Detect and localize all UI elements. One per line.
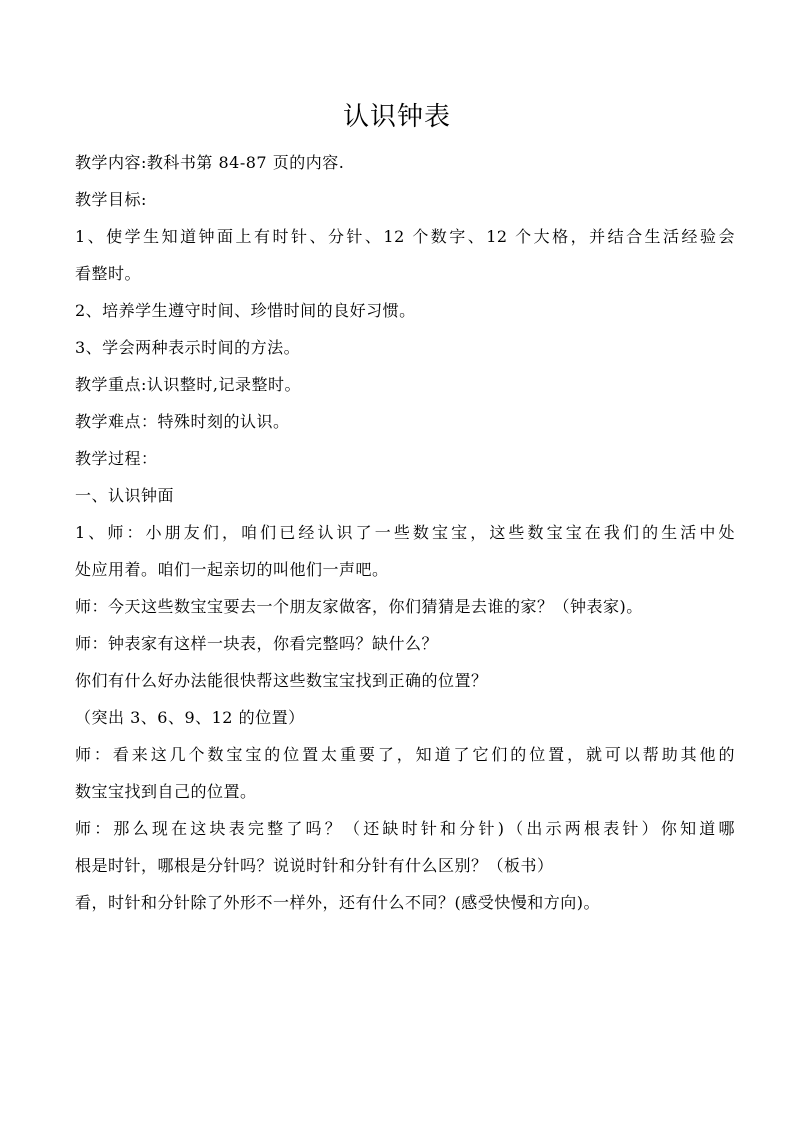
text-line-difficulty: 教学难点：特殊时刻的认识。 <box>75 412 290 431</box>
text-line-para-6b: 数宝宝找到自己的位置。 <box>75 782 257 801</box>
text-line-goal-1b: 看整时。 <box>75 264 142 283</box>
text-line-goals-heading: 教学目标: <box>75 190 147 209</box>
text-line-para-3: 师：钟表家有这样一块表，你看完整吗？缺什么？ <box>75 634 439 653</box>
text-line-goal-1a: 1、使学生知道钟面上有时针、分针、12 个数字、12 个大格，并结合生活经验会 <box>75 227 735 246</box>
text-line-para-7a: 师：那么现在这块表完整了吗？（还缺时针和分针)（出示两根表针）你知道哪 <box>75 819 735 838</box>
page-title: 认识钟表 <box>342 102 451 132</box>
text-line-para-2: 师：今天这些数宝宝要去一个朋友家做客，你们猜猜是去谁的家？（钟表家)。 <box>75 597 643 616</box>
text-line-para-1b: 处应用着。咱们一起亲切的叫他们一声吧。 <box>75 560 389 579</box>
text-line-para-5: （突出 3、6、9、12 的位置） <box>75 708 305 727</box>
text-line-process-heading: 教学过程： <box>75 449 158 468</box>
text-line-para-6a: 师：看来这几个数宝宝的位置太重要了，知道了它们的位置，就可以帮助其他的 <box>75 745 735 764</box>
text-line-section-1: 一、认识钟面 <box>75 486 175 505</box>
text-line-para-4: 你们有什么好办法能很快帮这些数宝宝找到正确的位置？ <box>75 671 488 690</box>
text-line-para-1a: 1、师：小朋友们，咱们已经认识了一些数宝宝，这些数宝宝在我们的生活中处 <box>75 523 735 542</box>
text-line-goal-2: 2、培养学生遵守时间、珍惜时间的良好习惯。 <box>75 301 416 320</box>
text-line-content: 教学内容:教科书第 84-87 页的内容. <box>75 153 345 172</box>
text-line-goal-3: 3、学会两种表示时间的方法。 <box>75 338 301 357</box>
text-line-para-7b: 根是时针，哪根是分针吗？说说时针和分针有什么区别？（板书） <box>75 856 554 875</box>
text-line-para-8: 看，时针和分针除了外形不一样外，还有什么不同？(感受快慢和方向)。 <box>75 893 600 912</box>
text-line-key-point: 教学重点:认识整时,记录整时。 <box>75 375 301 394</box>
document-body <box>75 144 735 921</box>
